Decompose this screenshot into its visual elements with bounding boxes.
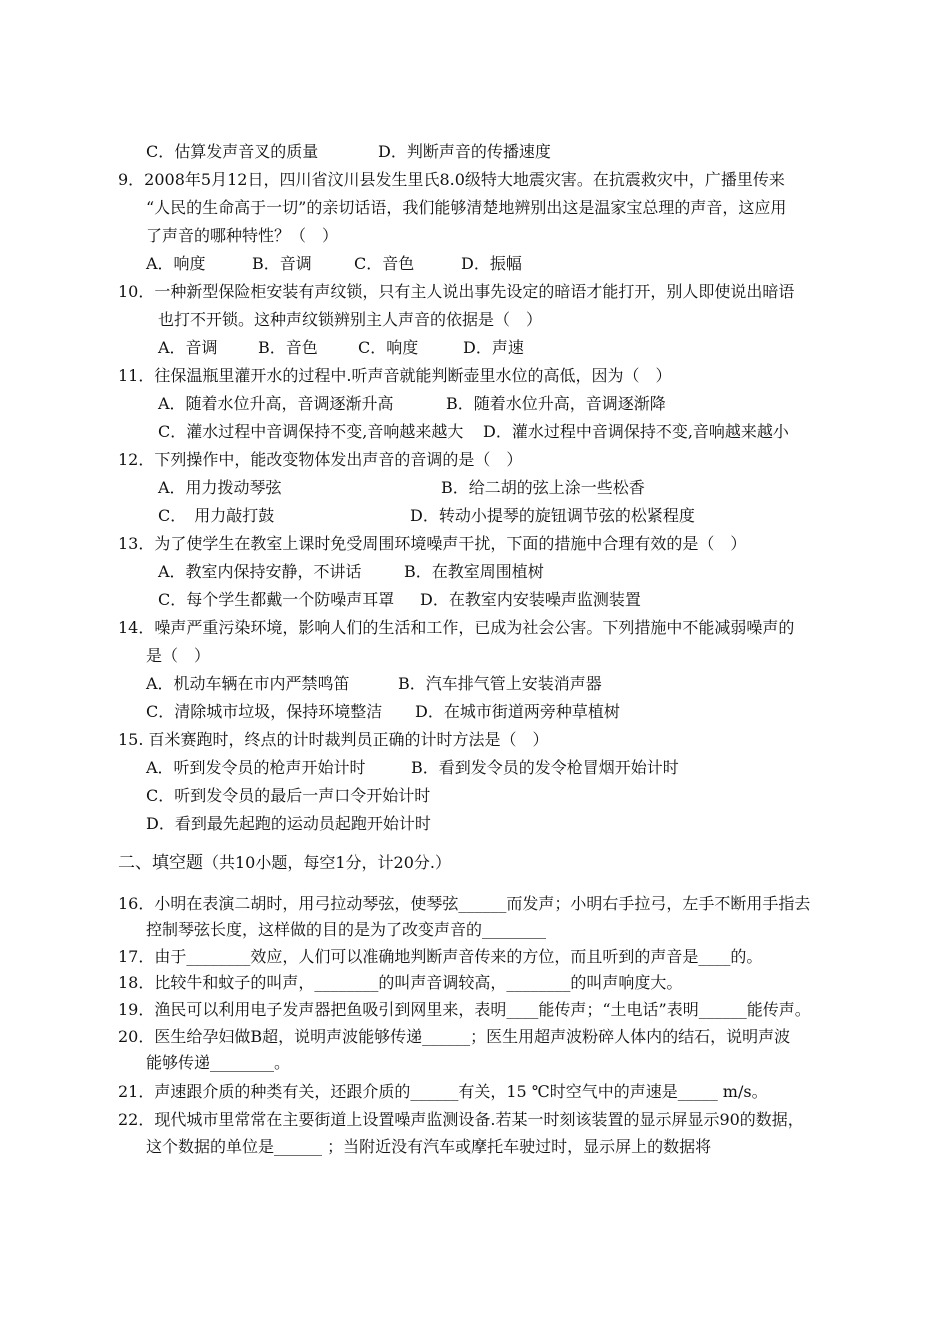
- q9-stem: 9．2008年5月12日，四川省汶川县发生里氏8.0级特大地震灾害。在抗震救灾中，广播里传来: [118, 170, 785, 189]
- section-title: 二、填空题: [118, 853, 203, 873]
- q14-stem-cont: 是（ ）: [146, 646, 211, 665]
- q15-option-d: D．看到最先起跑的运动员起跑开始计时: [146, 814, 431, 833]
- q22-stem: 22．现代城市里常常在主要街道上设置噪声监测设备.若某一时刻该装置的显示屏显示90的数据，: [118, 1110, 804, 1129]
- q16-stem-cont: 控制琴弦长度，这样做的目的是为了改变声音的________: [146, 920, 547, 939]
- q8-option-d: D．判断声音的传播速度: [378, 142, 551, 161]
- q16-stem: 16．小明在表演二胡时，用弓拉动琴弦，使琴弦______而发声；小明右手拉弓，左手不断用手指去: [118, 894, 811, 913]
- q15-option-a: A．听到发令员的枪声开始计时: [146, 758, 366, 777]
- q8-option-c: C．估算发声音叉的质量: [146, 142, 319, 161]
- q10-option-b: B．音色: [258, 338, 318, 357]
- q19-stem: 19．渔民可以利用电子发声器把鱼吸引到网里来，表明____能传声；“土电话”表明______能传声。: [118, 1000, 811, 1019]
- q15-option-b: B．看到发令员的发令枪冒烟开始计时: [411, 758, 679, 777]
- q13-option-c: C．每个学生都戴一个防噪声耳罩: [158, 590, 395, 609]
- q13-option-a: A．教室内保持安静，不讲话: [158, 562, 362, 581]
- q11-option-b: B．随着水位升高，音调逐渐降: [446, 394, 666, 413]
- q22-stem-cont: 这个数据的单位是______ ；当附近没有汽车或摩托车驶过时，显示屏上的数据将: [146, 1137, 712, 1156]
- q12-option-b: B．给二胡的弦上涂一些松香: [441, 478, 645, 497]
- q20-stem: 20．医生给孕妇做B超，说明声波能够传递______；医生用超声波粉碎人体内的结石，说明声波: [118, 1027, 791, 1046]
- q14-stem: 14．噪声严重污染环境，影响人们的生活和工作，已成为社会公害。下列措施中不能减弱噪声的: [118, 618, 795, 637]
- section-subtitle: （共10小题，每空1分，计20分.）: [203, 853, 451, 872]
- q11-stem: 11．往保温瓶里灌开水的过程中.听声音就能判断壶里水位的高低，因为（ ）: [118, 366, 672, 385]
- q12-stem-line: 12．下列操作中，能改变物体发出声音的音调的是（ ）: [118, 450, 523, 469]
- q13-stem: 13．为了使学生在教室上课时免受周围环境噪声干扰，下面的措施中合理有效的是（ ）: [118, 534, 747, 553]
- q10-option-c: C．响度: [358, 338, 419, 357]
- q11-option-d: D．灌水过程中音调保持不变,音响越来越小: [483, 422, 789, 441]
- q18-stem: 18．比较牛和蚊子的叫声，________的叫声音调较高，________的叫声响度大。: [118, 973, 683, 992]
- q11-option-c: C．灌水过程中音调保持不变,音响越来越大: [158, 422, 464, 441]
- q10-option-a: A．音调: [158, 338, 218, 357]
- q12-option-c: C． 用力敲打鼓: [158, 506, 275, 525]
- q14-option-d: D．在城市街道两旁种草植树: [415, 702, 620, 721]
- q13-option-b: B．在教室周围植树: [404, 562, 544, 581]
- q14-option-c: C．清除城市垃圾，保持环境整洁: [146, 702, 383, 721]
- q15-stem: 15. 百米赛跑时，终点的计时裁判员正确的计时方法是（ ）: [118, 730, 549, 749]
- q10-option-d: D．声速: [463, 338, 524, 357]
- q14-option-b: B．汽车排气管上安装消声器: [398, 674, 602, 693]
- q12-option-d: D．转动小提琴的旋钮调节弦的松紧程度: [410, 506, 695, 525]
- q10-stem-cont: 也打不开锁。这种声纹锁辨别主人声音的依据是（ ）: [158, 310, 543, 329]
- q20-stem-cont: 能够传递________。: [146, 1053, 291, 1072]
- q9-option-b: B．音调: [252, 254, 312, 273]
- q9-option-a: A．响度: [146, 254, 206, 273]
- q17-stem: 17．由于________效应，人们可以准确地判断声音传来的方位，而且听到的声音是____的。: [118, 947, 763, 966]
- q15-option-c: C．听到发令员的最后一声口令开始计时: [146, 786, 431, 805]
- section-heading: [118, 850, 451, 876]
- q9-stem-cont: “人民的生命高于一切”的亲切话语，我们能够清楚地辨别出这是温家宝总理的声音，这应用: [146, 198, 787, 217]
- q9-option-c: C．音色: [354, 254, 415, 273]
- q10-stem: 10．一种新型保险柜安装有声纹锁，只有主人说出事先设定的暗语才能打开，别人即使说出暗语: [118, 282, 795, 301]
- q9-option-d: D．振幅: [461, 254, 522, 273]
- q13-option-d: D．在教室内安装噪声监测装置: [420, 590, 641, 609]
- q9-stem-cont2: 了声音的哪种特性？（ ）: [146, 226, 339, 245]
- q21-stem: 21．声速跟介质的种类有关，还跟介质的______有关，15 ℃时空气中的声速是_____ m/s。: [118, 1082, 768, 1101]
- q12-option-a: A．用力拨动琴弦: [158, 478, 282, 497]
- q11-option-a: A．随着水位升高，音调逐渐升高: [158, 394, 394, 413]
- q14-option-a: A．机动车辆在市内严禁鸣笛: [146, 674, 350, 693]
